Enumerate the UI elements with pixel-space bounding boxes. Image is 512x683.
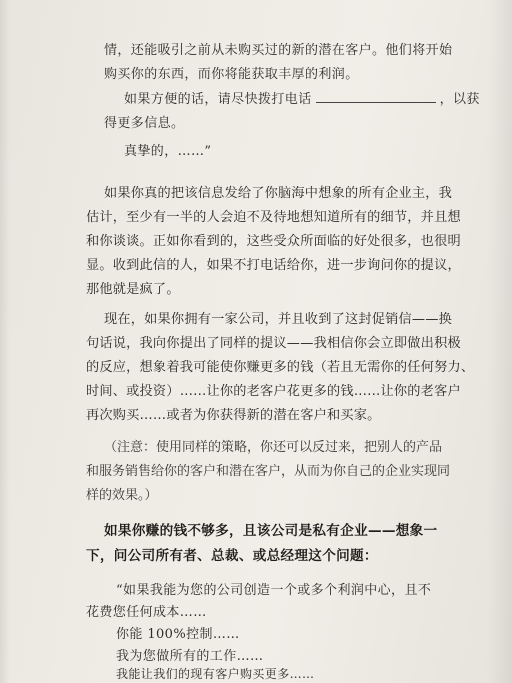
text-line: 再次购买……或者为你获得新的潜在客户和买家。 <box>86 408 381 423</box>
text-line: 时间、或投资）……让你的老客户花更多的钱……让你的老客户 <box>86 384 461 399</box>
text-line: 我能让我们的现有客户购买更多…… <box>116 667 315 681</box>
text-line: 如果你赚的钱不够多，且该公司是私有企业——想象一 <box>104 523 438 539</box>
text-line: 花费您任何成本…… <box>86 605 207 620</box>
phone-blank <box>316 101 436 103</box>
text-line: （注意：使用同样的策略，你还可以反过来，把别人的产品 <box>104 440 443 455</box>
text-line: 句话说，我向你提出了同样的提议——我相信你会立即做出积极 <box>86 336 461 351</box>
text-line: 那他就是疯了。 <box>86 282 180 297</box>
text-line: “如果我能为您的公司创造一个或多个利润中心，且不 <box>116 583 432 598</box>
text-line: 估计，至少有一半的人会迫不及待地想知道所有的细节，并且想 <box>86 210 461 225</box>
text-line: 样的效果。） <box>86 488 158 503</box>
text-line: 情，还能吸引之前从未购买过的新的潜在客户。他们将开始 <box>104 43 453 58</box>
text-line: 你能 100%控制…… <box>116 627 240 642</box>
text-line: 现在，如果你拥有一家公司，并且收到了这封促销信——换 <box>104 312 453 327</box>
text-line: 显。收到此信的人，如果不打电话给你，进一步询问你的提议， <box>86 258 461 273</box>
text-line: 我为您做所有的工作…… <box>116 649 264 664</box>
text-line: 如果你真的把该信息发给了你脑海中想象的所有企业主，我 <box>104 186 453 201</box>
text-line: 和你谈谈。正如你看到的，这些受众所面临的好处很多，也很明 <box>86 234 461 249</box>
text-fragment: ，以获 <box>439 92 480 107</box>
text-line: 和服务销售给你的客户和潜在客户，从而为你自己的企业实现同 <box>86 464 451 479</box>
closing-line: 真挚的，……” <box>124 144 212 159</box>
text-line: 得更多信息。 <box>104 116 185 131</box>
text-line: 购买你的东西，而你将能获取丰厚的利润。 <box>104 67 359 82</box>
page-fold-shadow <box>0 0 10 683</box>
page-edge-shadow <box>488 0 512 683</box>
text-line <box>124 93 480 106</box>
text-fragment: 如果方便的话，请尽快拨打电话 <box>124 92 312 107</box>
text-line: 下，问公司所有者、总裁、或总经理这个问题： <box>86 548 378 564</box>
text-line: 的反应，想象着我可能使你赚更多的钱（若且无需你的任何努力、 <box>86 360 475 375</box>
